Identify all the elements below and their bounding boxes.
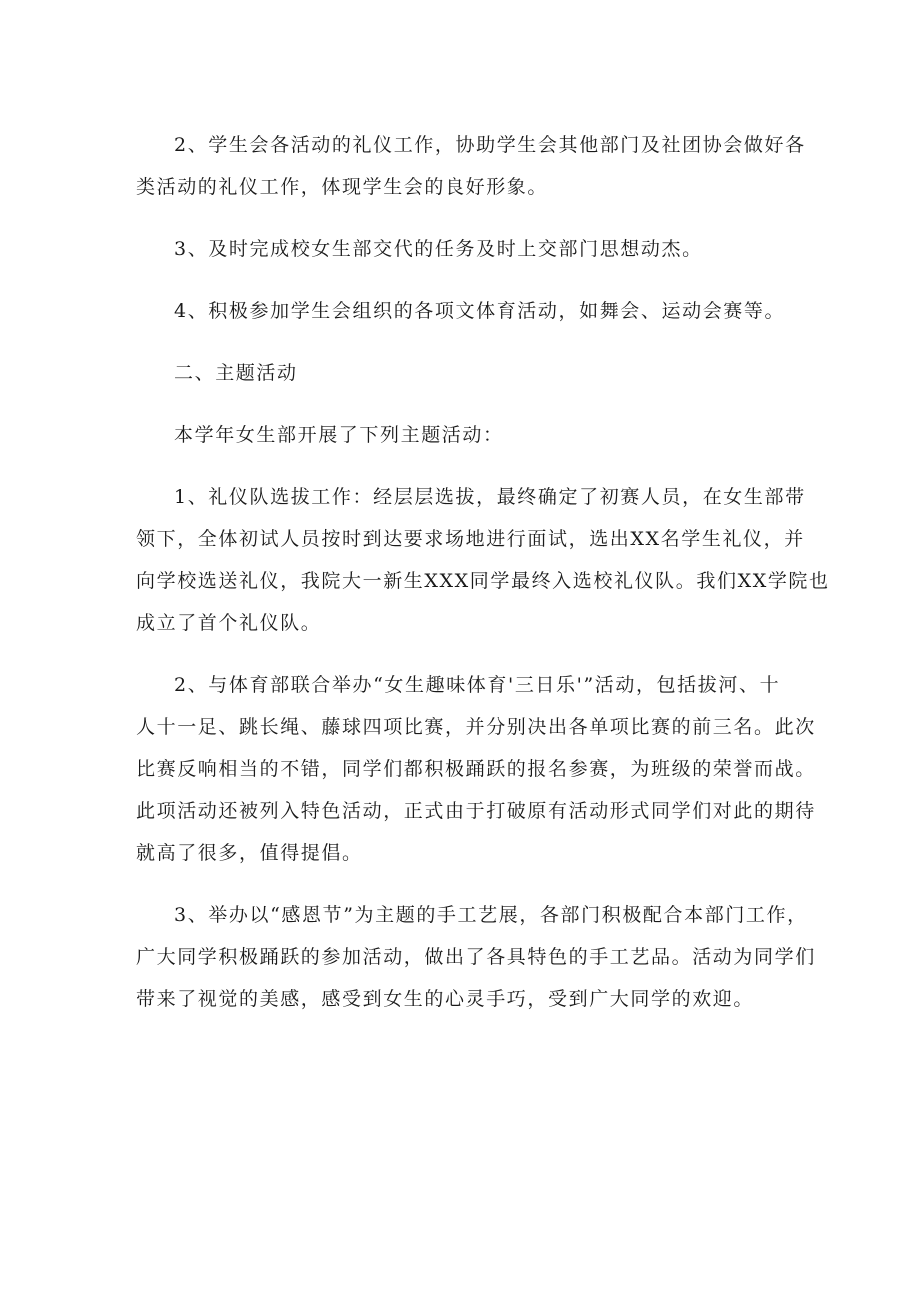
- text-line: 二、主题活动: [174, 362, 298, 384]
- document-page: [136, 124, 830, 1040]
- paragraph-intro: [136, 414, 792, 456]
- text-line: 1、礼仪队选拔工作：经层层选拔，最终确定了初赛人员，在女生部带: [174, 486, 806, 508]
- text-line: 3、及时完成校女生部交代的任务及时上交部门思想动杰。: [174, 238, 703, 260]
- text-line: 此项活动还被列入特色活动，正式由于打破原有活动形式同学们对此的期待: [136, 800, 816, 822]
- text-line: 向学校选送礼仪，我院大一新生XXX同学最终入选校礼仪队。我们XX学院也: [136, 570, 830, 592]
- text-line: 4、积极参加学生会组织的各项文体育活动，如舞会、运动会赛等。: [174, 300, 786, 322]
- text-line: 广大同学积极踊跃的参加活动，做出了各具特色的手工艺品。活动为同学们: [136, 946, 816, 968]
- text-line: 本学年女生部开展了下列主题活动：: [174, 424, 504, 446]
- text-line: 2、与体育部联合举办“女生趣味体育'三日乐'”活动，包括拔河、十: [174, 674, 781, 696]
- text-line: 就高了很多，值得提倡。: [136, 842, 363, 864]
- text-line: 成立了首个礼仪队。: [136, 612, 322, 634]
- paragraph-activity-1: [136, 476, 830, 644]
- paragraph-duty-4: [136, 290, 792, 332]
- text-line: 带来了视觉的美感，感受到女生的心灵手巧，受到广大同学的欢迎。: [136, 988, 755, 1010]
- paragraph-activity-2: [136, 664, 816, 874]
- text-line: 3、举办以“感恩节”为主题的手工艺展，各部门积极配合本部门工作，: [174, 904, 808, 926]
- text-line: 2、学生会各活动的礼仪工作，协助学生会其他部门及社团协会做好各: [174, 134, 806, 156]
- text-line: 类活动的礼仪工作，体现学生会的良好形象。: [136, 176, 549, 198]
- section-heading: [136, 352, 792, 394]
- paragraph-duty-3: [136, 228, 792, 270]
- text-line: 人十一足、跳长绳、藤球四项比赛，并分别决出各单项比赛的前三名。此次: [136, 716, 816, 738]
- paragraph-duty-2: [136, 124, 806, 208]
- paragraph-activity-3: [136, 894, 816, 1020]
- text-line: 领下，全体初试人员按时到达要求场地进行面试，选出XX名学生礼仪，并: [136, 528, 805, 550]
- text-line: 比赛反响相当的不错，同学们都积极踊跃的报名参赛，为班级的荣誉而战。: [136, 758, 816, 780]
